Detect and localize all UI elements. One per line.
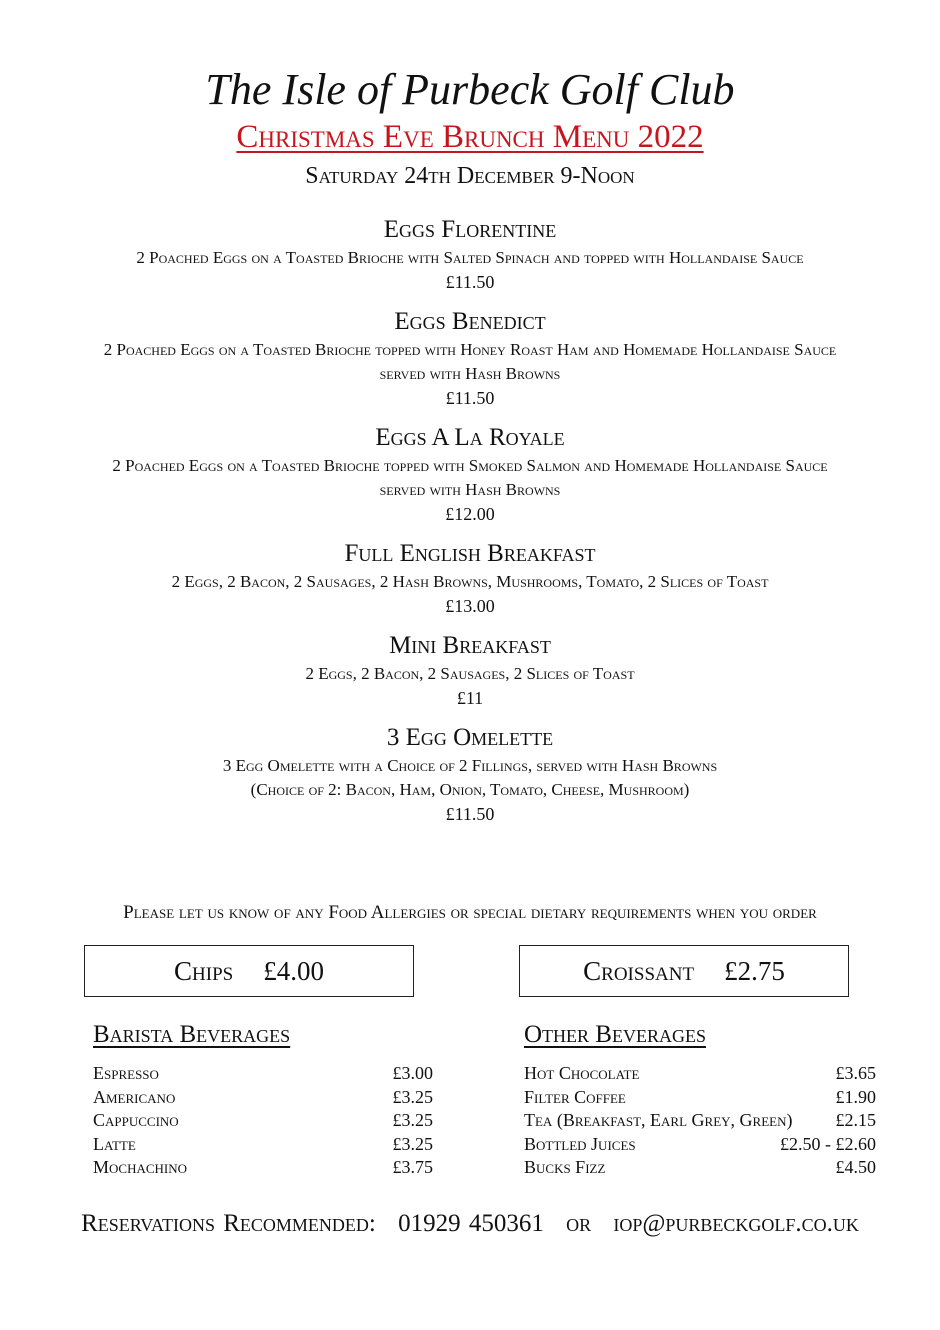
croissant-price: £2.75 [724, 955, 785, 986]
reservations-or: or [566, 1210, 592, 1237]
beverage-name: Filter Coffee [524, 1086, 626, 1107]
dish-item [0, 306, 940, 410]
beverage-name: Tea (Breakfast, Earl Grey, Green) [524, 1110, 793, 1130]
dish-description: 2 Eggs, 2 Bacon, 2 Sausages, 2 Slices of Toast [305, 664, 635, 683]
dish-item [0, 422, 940, 526]
dish-item [0, 214, 940, 294]
club-title: The Isle of Purbeck Golf Club [205, 65, 735, 114]
dish-description: 2 Poached Eggs on a Toasted Brioche topped with Honey Roast Ham and Homemade Hollandaise Sauce [103, 340, 837, 359]
croissant-box [519, 945, 849, 997]
chips-price: £4.00 [263, 955, 324, 986]
beverage-row [93, 1086, 433, 1110]
beverage-price: £3.25 [392, 1133, 433, 1154]
chips-box [84, 945, 414, 997]
beverage-name: Espresso [93, 1063, 159, 1083]
dish-item [0, 538, 940, 618]
beverage-row [93, 1133, 433, 1157]
beverage-row [524, 1133, 876, 1157]
dish-list [0, 214, 940, 838]
beverage-price: £4.50 [835, 1157, 876, 1177]
reservations-line [0, 1206, 940, 1242]
dish-name: Mini Breakfast [389, 632, 551, 659]
dish-item [0, 722, 940, 826]
beverage-row [524, 1109, 876, 1133]
barista-beverages-section [93, 1018, 433, 1180]
dish-price: £11 [456, 688, 484, 708]
dish-price: £11.50 [445, 272, 495, 292]
allergy-note: Please let us know of any Food Allergies or special dietary requirements when you order [123, 902, 817, 923]
dish-name: 3 Egg Omelette [386, 724, 554, 751]
dish-description: (Choice of 2: Bacon, Ham, Onion, Tomato, Cheese, Mushroom) [250, 780, 690, 799]
beverage-price: £3.25 [392, 1086, 433, 1107]
beverage-price: £3.00 [392, 1063, 433, 1083]
beverage-name: Latte [93, 1133, 136, 1154]
beverage-price: £3.25 [392, 1110, 433, 1130]
other-heading: Other Beverages [524, 1021, 706, 1048]
dish-description: 2 Poached Eggs on a Toasted Brioche topped with Smoked Salmon and Homemade Hollandaise Sauce [112, 456, 828, 475]
menu-date-line: Saturday 24th December 9-Noon [305, 163, 635, 189]
beverage-row [93, 1062, 433, 1086]
dish-name: Eggs A La Royale [375, 424, 565, 451]
other-beverages-section [524, 1018, 876, 1180]
chips-label: Chips [174, 955, 234, 986]
dish-description: served with Hash Browns [379, 480, 561, 499]
menu-title-text: Christmas Eve Brunch Menu 2022 [236, 119, 704, 155]
dish-price: £11.50 [445, 388, 495, 408]
beverage-price: £2.15 [835, 1110, 876, 1130]
beverage-name: Mochachino [93, 1157, 188, 1177]
reservations-email[interactable]: iop@purbeckgolf.co.uk [613, 1210, 859, 1237]
beverage-price: £3.75 [392, 1157, 433, 1177]
dish-price: £12.00 [445, 504, 495, 524]
beverage-name: Americano [93, 1086, 176, 1107]
dish-name: Eggs Benedict [394, 308, 546, 335]
reservations-label: Reservations Recommended: [81, 1210, 376, 1237]
croissant-label: Croissant [583, 955, 695, 986]
dish-name: Eggs Florentine [383, 216, 557, 243]
beverage-name: Hot Chocolate [524, 1063, 640, 1083]
dish-name: Full English Breakfast [344, 540, 596, 567]
dish-description: 3 Egg Omelette with a Choice of 2 Fillings, served with Hash Browns [222, 756, 718, 775]
beverage-name: Bottled Juices [524, 1133, 636, 1154]
reservations-phone: 01929 450361 [398, 1210, 544, 1237]
dish-description: served with Hash Browns [379, 364, 561, 383]
barista-heading: Barista Beverages [93, 1021, 291, 1048]
beverage-row [93, 1109, 433, 1133]
beverage-name: Cappuccino [93, 1110, 179, 1130]
beverage-row [524, 1156, 876, 1180]
dish-description: 2 Poached Eggs on a Toasted Brioche with Salted Spinach and topped with Hollandaise Sauce [136, 248, 804, 267]
beverage-name: Bucks Fizz [524, 1157, 606, 1177]
menu-title [0, 118, 940, 156]
beverage-price: £1.90 [835, 1086, 876, 1107]
beverage-price: £2.50 - £2.60 [780, 1133, 876, 1154]
beverage-row [524, 1062, 876, 1086]
beverage-row [524, 1086, 876, 1110]
beverage-row [93, 1156, 433, 1180]
dish-item [0, 630, 940, 710]
dish-description: 2 Eggs, 2 Bacon, 2 Sausages, 2 Hash Browns, Mushrooms, Tomato, 2 Slices of Toast [171, 572, 769, 591]
dish-price: £13.00 [445, 596, 495, 616]
beverage-price: £3.65 [835, 1063, 876, 1083]
dish-price: £11.50 [445, 804, 495, 824]
